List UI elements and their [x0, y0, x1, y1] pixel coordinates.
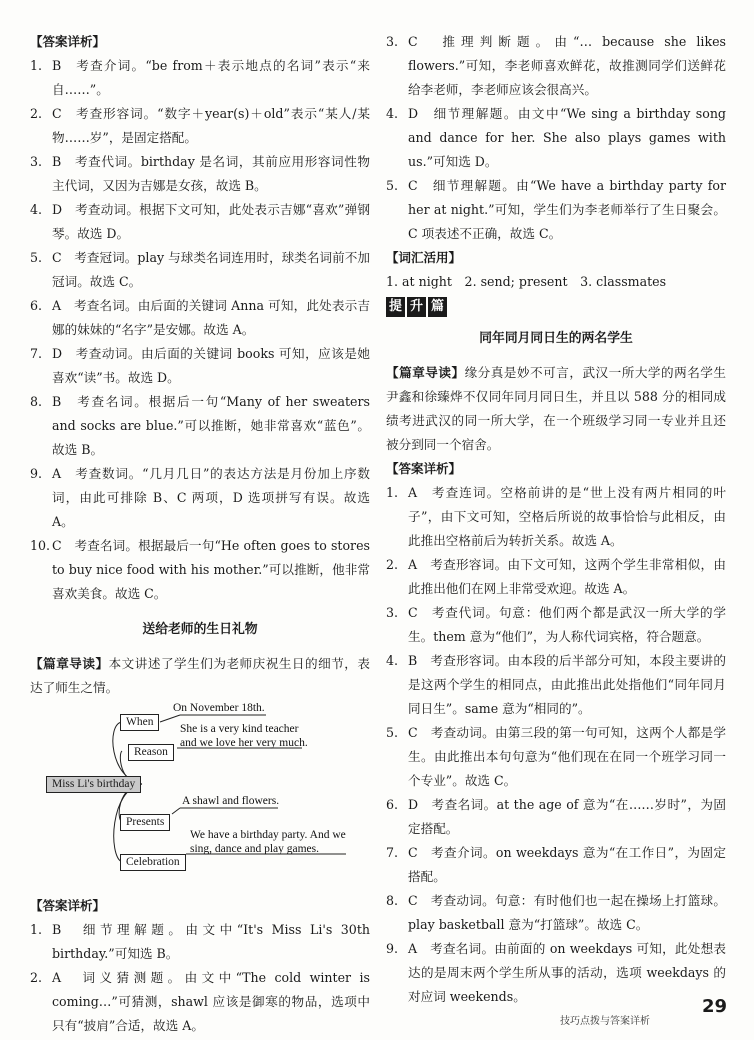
answer-header: 【答案详析】 [30, 898, 106, 913]
item-text: A 考查连词。空格前讲的是“世上没有两片相同的叶子”，由下文可知，空格后所说的故事恰恰与此相反，由此推出空格前后为转折关系。故选 A。 [408, 485, 726, 548]
right-column [386, 30, 726, 1009]
answer-header: 【答案详析】 [30, 34, 106, 49]
answer-item [30, 534, 370, 606]
item-text: B 考查介词。“be from＋表示地点的名词”表示“来自……”。 [52, 58, 370, 97]
mindmap-when: When [120, 714, 159, 731]
intro-label: 【篇章导读】 [30, 656, 109, 671]
item-text: C 考查代词。句意：他们两个都是武汉一所大学的学生。them 意为“他们”，为人称代词宾格，符合题意。 [408, 605, 726, 644]
mind-map [30, 704, 370, 888]
item-number: 8. [386, 893, 399, 908]
answer-item [386, 793, 726, 841]
answer-item [386, 649, 726, 721]
item-number: 2. [30, 970, 43, 985]
item-text: D 考查名词。at the age of 意为“在……岁时”，为固定搭配。 [408, 797, 726, 836]
item-text: A 考查数词。“几月几日”的表达方法是月份加上序数词，由此可排除 B、C 两项，D 选项拼写有误。故选 A。 [52, 466, 370, 529]
answer-item [386, 889, 726, 937]
item-number: 3. [386, 605, 399, 620]
answer-item [30, 390, 370, 462]
vocab-answers: 1. at night 2. send; present 3. classmates [386, 274, 667, 289]
page-number: 29 [702, 996, 728, 1017]
mindmap-root: Miss Li's birthday [46, 776, 141, 793]
item-number: 6. [30, 298, 43, 313]
item-number: 1. [386, 485, 399, 500]
mindmap-reason-note2: and we love her very much. [180, 737, 308, 749]
item-number: 5. [30, 250, 43, 265]
article-title: 送给老师的生日礼物 [142, 622, 258, 637]
vocab-header: 【词汇活用】 [386, 250, 462, 265]
item-text: C 考查动词。由第三段的第一句可知，这两个人都是学生。由此推出本句句意为“他们现在在同一个班学习同一个专业”。故选 C。 [408, 725, 726, 788]
item-text: D 考查动词。根据下文可知，此处表示吉娜“喜欢”弹钢琴。故选 D。 [52, 202, 370, 241]
item-number: 1. [30, 922, 43, 937]
answer-item [30, 198, 370, 246]
answer-item [30, 342, 370, 390]
mindmap-when-note: On November 18th. [173, 702, 265, 714]
item-text: C 推理判断题。由“… because she likes flowers.”可知，李老师喜欢鲜花，故推测同学们送鲜花给李老师，李老师应该会很高兴。 [408, 34, 726, 97]
mindmap-celebration-note2: sing, dance and play games. [190, 843, 320, 855]
item-number: 7. [386, 845, 399, 860]
left-column [30, 30, 370, 1038]
badge-char: 篇 [428, 297, 447, 317]
item-number: 5. [386, 725, 399, 740]
answer-item [386, 102, 726, 174]
item-number: 3. [386, 34, 399, 49]
section-badge [386, 297, 447, 317]
answer-item [386, 721, 726, 793]
badge-char: 升 [407, 297, 426, 317]
item-number: 2. [386, 557, 399, 572]
answer-item [386, 553, 726, 601]
item-text: C 考查形容词。“数字＋year(s)＋old”表示“某人/某物……岁”，是固定搭配。 [52, 106, 370, 145]
item-number: 6. [386, 797, 399, 812]
answer-item [30, 966, 370, 1038]
intro-text: 本文讲述了学生们为老师庆祝生日的细节，表达了师生之情。 [30, 656, 371, 695]
item-number: 4. [30, 202, 43, 217]
article-title: 同年同月同日生的两名学生 [479, 331, 633, 346]
item-number: 4. [386, 106, 399, 121]
mindmap-reason-note1: She is a very kind teacher [180, 723, 299, 735]
answer-list [386, 30, 726, 246]
article-intro [386, 361, 726, 457]
item-text: C 考查冠词。play 与球类名词连用时，球类名词前不加冠词。故选 C。 [52, 250, 370, 289]
answer-list [30, 918, 370, 1038]
item-text: B 考查代词。birthday 是名词，其前应用形容词性物主代词，又因为吉娜是女孩，故选 B。 [52, 154, 370, 193]
mindmap-celebration: Celebration [120, 854, 186, 871]
footer-text: 技巧点拨与答案详析 [560, 1016, 650, 1027]
item-text: A 词义猜测题。由文中“The cold winter is coming…”可猜测，shawl 应该是御寒的物品，选项中只有“披肩”合适，故选 A。 [52, 970, 370, 1033]
item-text: C 考查动词。句意：有时他们也一起在操场上打篮球。play basketball 意为“打篮球”。故选 C。 [408, 893, 726, 932]
answer-item [386, 841, 726, 889]
item-text: C 细节理解题。由“We have a birthday party for her at night.”可知，学生们为李老师举行了生日聚会。C 项表述不正确，故选 C。 [408, 178, 726, 241]
answer-item [30, 246, 370, 294]
answer-list [30, 54, 370, 606]
answer-item [30, 918, 370, 966]
item-number: 2. [30, 106, 43, 121]
item-number: 7. [30, 346, 43, 361]
item-number: 9. [30, 466, 43, 481]
badge-char: 提 [386, 297, 405, 317]
answer-item [386, 481, 726, 553]
item-text: B 细节理解题。由文中“It's Miss Li's 30th birthday.”可知选 B。 [52, 922, 370, 961]
answer-item [386, 601, 726, 649]
item-number: 9. [386, 941, 399, 956]
item-text: D 考查动词。由后面的关键词 books 可知，应该是她喜欢“读”书。故选 D。 [52, 346, 370, 385]
answer-header: 【答案详析】 [386, 461, 462, 476]
item-number: 8. [30, 394, 43, 409]
answer-item [30, 150, 370, 198]
item-number: 1. [30, 58, 43, 73]
article-intro [30, 652, 370, 700]
answer-item [386, 30, 726, 102]
intro-text: 缘分真是妙不可言，武汉一所大学的两名学生尹鑫和徐臻烨不仅同年同月同日生，并且以 588 分的相同成绩考进武汉的同一所大学，在一个班级学习同一专业并且还被分到同一个宿舍。 [386, 365, 727, 452]
item-text: A 考查名词。由前面的 on weekdays 可知，此处想表达的是周末两个学生所从事的活动，选项 weekdays 的对应词 weekends。 [408, 941, 726, 1004]
item-number: 10. [30, 538, 51, 553]
item-text: D 细节理解题。由文中“We sing a birthday song and dance for her. She also plays games with us.”可知选 D。 [408, 106, 726, 169]
answer-item [386, 174, 726, 246]
mindmap-reason: Reason [128, 744, 174, 761]
answer-item [30, 54, 370, 102]
answer-item [386, 937, 726, 1009]
mindmap-celebration-note1: We have a birthday party. And we [190, 829, 346, 841]
item-text: C 考查名词。根据最后一句“He often goes to stores to buy nice food with his mother.”可以推断，他非常喜欢美食。故选 C。 [52, 538, 370, 601]
answer-item [30, 294, 370, 342]
answer-list [386, 481, 726, 1009]
item-text: B 考查形容词。由本段的后半部分可知，本段主要讲的是这两个学生的相同点，由此推出此处指他们“同年同月同日生”。same 意为“相同的”。 [408, 653, 726, 716]
item-text: A 考查形容词。由下文可知，这两个学生非常相似，由此推出他们在网上非常受欢迎。故选 A。 [408, 557, 726, 596]
mindmap-presents-note: A shawl and flowers. [182, 795, 280, 807]
answer-item [30, 102, 370, 150]
intro-label: 【篇章导读】 [386, 365, 465, 380]
answer-item [30, 462, 370, 534]
mindmap-presents: Presents [120, 814, 170, 831]
item-number: 3. [30, 154, 43, 169]
item-number: 4. [386, 653, 399, 668]
item-text: A 考查名词。由后面的关键词 Anna 可知，此处表示吉娜的妹妹的“名字”是安娜。故选 A。 [52, 298, 370, 337]
item-text: B 考查名词。根据后一句“Many of her sweaters and socks are blue.”可以推断，她非常喜欢“蓝色”。故选 B。 [52, 394, 370, 457]
item-number: 5. [386, 178, 399, 193]
item-text: C 考查介词。on weekdays 意为“在工作日”，为固定搭配。 [408, 845, 726, 884]
